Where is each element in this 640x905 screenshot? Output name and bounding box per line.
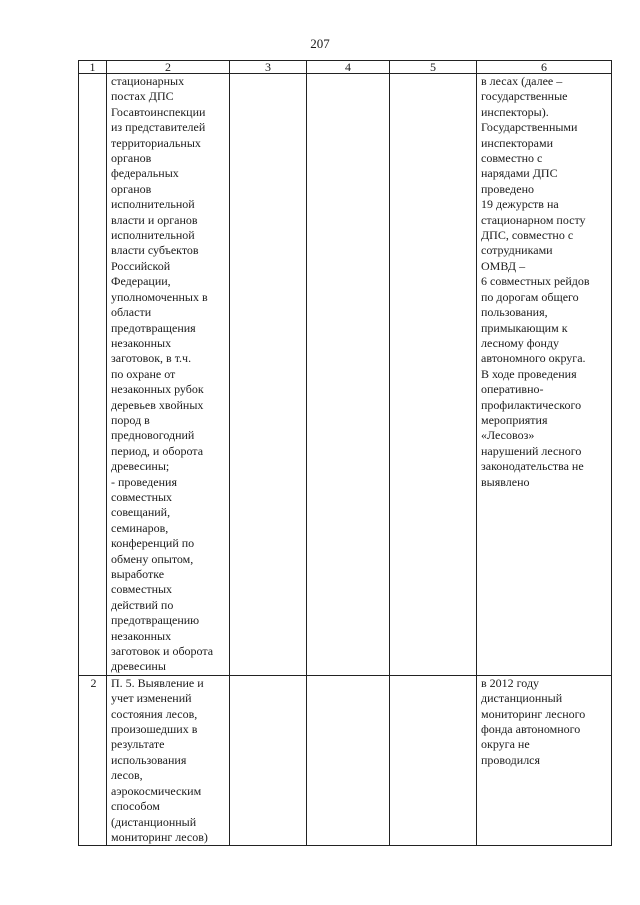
- measure-description-cell: [107, 74, 230, 676]
- text-line: результате: [111, 737, 165, 752]
- measure-description-lines: [111, 676, 227, 845]
- page-number: 207: [310, 36, 330, 51]
- text-line: незаконных: [111, 335, 172, 350]
- table-row: [79, 74, 612, 676]
- text-line: - проведения: [111, 474, 177, 489]
- text-line: совместно с: [481, 151, 543, 166]
- text-line: В ходе проведения: [481, 366, 577, 381]
- text-line: по дорогам общего: [481, 289, 579, 304]
- text-line: заготовок и оборота: [111, 644, 214, 659]
- text-line: сотрудниками: [481, 243, 553, 258]
- measure-description-cell: [107, 675, 230, 845]
- text-line: учет изменений: [111, 691, 192, 706]
- text-line: период, и оборота: [111, 443, 204, 458]
- text-line: «Лесовоз»: [481, 428, 535, 443]
- cell-col4: [307, 675, 390, 845]
- text-line: инспекторы).: [481, 104, 549, 119]
- header-cell-2: 2: [107, 61, 230, 74]
- text-line: пользования,: [481, 305, 548, 320]
- text-line: органов: [111, 181, 152, 196]
- header-cell-1: 1: [79, 61, 107, 74]
- text-line: Госавтоинспекции: [111, 104, 206, 119]
- text-line: автономного округа.: [481, 351, 586, 366]
- row-number: [79, 74, 107, 676]
- measure-description-lines: [111, 74, 227, 675]
- cell-col3: [230, 74, 307, 676]
- text-line: инспекторами: [481, 135, 554, 150]
- cell-col4: [307, 74, 390, 676]
- text-line: фонда автономного: [481, 722, 581, 737]
- text-line: лесному фонду: [481, 335, 560, 350]
- header-cell-4: 4: [307, 61, 390, 74]
- text-line: предотвращению: [111, 613, 200, 628]
- text-line: выработке: [111, 567, 165, 581]
- header-cell-5: 5: [390, 61, 477, 74]
- text-line: постах ДПС: [111, 89, 174, 104]
- cell-col5: [390, 74, 477, 676]
- text-line: законодательства не: [481, 459, 584, 474]
- text-line: 6 совместных рейдов: [481, 274, 590, 289]
- header-cell-3: 3: [230, 61, 307, 74]
- text-line: округа не: [481, 737, 530, 752]
- text-line: области: [111, 305, 152, 320]
- result-lines: [481, 676, 609, 768]
- text-line: государственные: [481, 89, 568, 104]
- text-line: заготовок, в т.ч.: [111, 351, 192, 366]
- text-line: по охране от: [111, 366, 176, 381]
- cell-col5: [390, 675, 477, 845]
- text-line: проводился: [481, 752, 541, 767]
- text-line: из представителей: [111, 120, 206, 135]
- text-line: стационарном посту: [481, 212, 586, 227]
- text-line: стационарных: [111, 74, 185, 88]
- text-line: профилактического: [481, 397, 582, 412]
- text-line: власти субъектов: [111, 243, 199, 258]
- text-line: в лесах (далее –: [481, 74, 563, 88]
- text-line: конференций по: [111, 536, 195, 551]
- text-line: ОМВД –: [481, 258, 526, 273]
- text-line: нарядами ДПС: [481, 166, 558, 181]
- text-line: мониторинг лесного: [481, 706, 586, 721]
- text-line: территориальных: [111, 135, 201, 150]
- text-line: П. 5. Выявление и: [111, 675, 204, 690]
- result-cell: [477, 675, 612, 845]
- text-line: использования: [111, 752, 187, 767]
- text-line: мероприятия: [481, 412, 548, 427]
- text-line: действий по: [111, 597, 174, 612]
- text-line: пород в: [111, 412, 150, 427]
- text-line: деревьев хвойных: [111, 397, 204, 412]
- text-line: предновогодний: [111, 428, 195, 443]
- cell-col3: [230, 675, 307, 845]
- text-line: исполнительной: [111, 228, 195, 243]
- text-line: уполномоченных в: [111, 289, 208, 304]
- text-line: выявлено: [481, 474, 530, 489]
- report-table: [78, 60, 612, 846]
- text-line: незаконных рубок: [111, 382, 204, 397]
- result-lines: [481, 74, 609, 490]
- text-line: исполнительной: [111, 197, 195, 212]
- text-line: в 2012 году: [481, 675, 540, 690]
- text-line: состояния лесов,: [111, 706, 198, 721]
- text-line: проведено: [481, 181, 535, 196]
- text-line: Государственными: [481, 120, 578, 135]
- text-line: совместных: [111, 489, 173, 504]
- text-line: лесов,: [111, 768, 143, 783]
- text-line: федеральных: [111, 166, 179, 181]
- text-line: дистанционный: [481, 691, 563, 706]
- text-line: способом: [111, 799, 160, 814]
- text-line: произошедших в: [111, 722, 198, 737]
- result-cell: [477, 74, 612, 676]
- text-line: древесины: [111, 659, 166, 674]
- text-line: ДПС, совместно с: [481, 228, 574, 243]
- text-line: власти и органов: [111, 212, 198, 227]
- table-row: [79, 675, 612, 845]
- text-line: незаконных: [111, 628, 172, 643]
- text-line: органов: [111, 151, 152, 166]
- row-number: 2: [79, 675, 107, 845]
- text-line: мониторинг лесов): [111, 829, 208, 844]
- text-line: примыкающим к: [481, 320, 568, 335]
- text-line: аэрокосмическим: [111, 783, 202, 798]
- text-line: Российской: [111, 258, 171, 273]
- text-line: семинаров,: [111, 520, 169, 535]
- text-line: 19 дежурств на: [481, 197, 559, 212]
- text-line: оперативно-: [481, 382, 544, 397]
- text-line: предотвращения: [111, 320, 196, 335]
- text-line: Федерации,: [111, 274, 171, 289]
- text-line: нарушений лесного: [481, 443, 582, 458]
- text-line: (дистанционный: [111, 814, 197, 829]
- text-line: совещаний,: [111, 505, 171, 520]
- text-line: древесины;: [111, 459, 170, 474]
- header-cell-6: 6: [477, 61, 612, 74]
- header-row: [79, 61, 612, 74]
- text-line: обмену опытом,: [111, 551, 194, 566]
- text-line: совместных: [111, 582, 173, 597]
